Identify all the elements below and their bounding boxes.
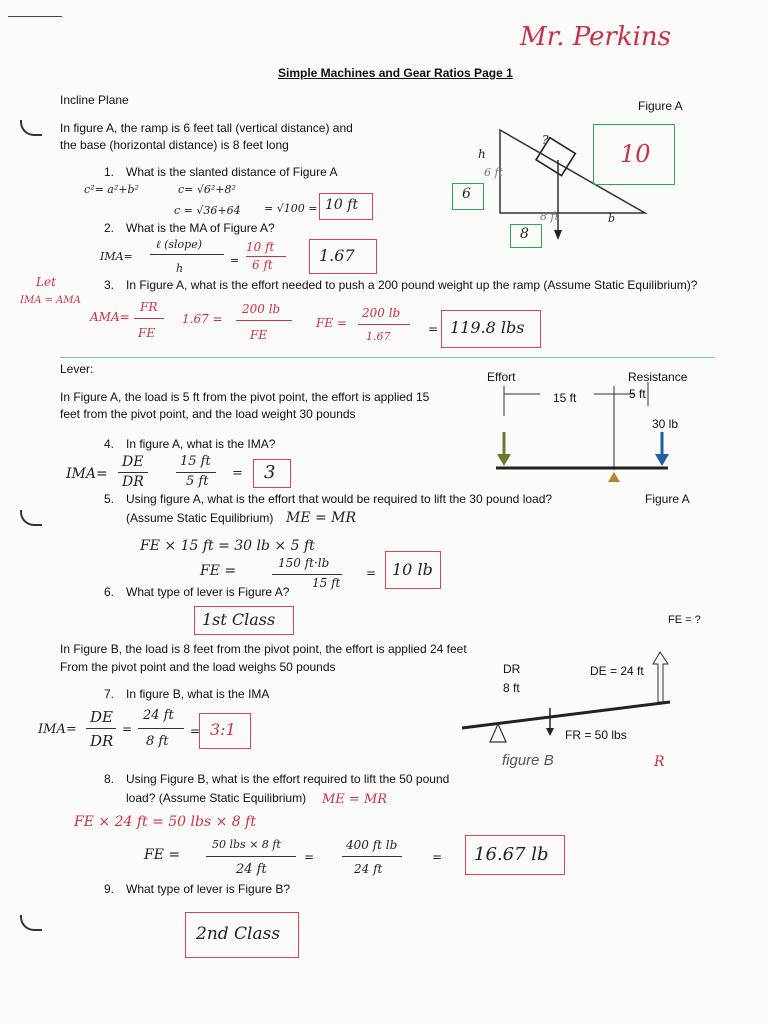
q9-number: 9. <box>104 882 115 896</box>
q2-num-top: ℓ (slope) <box>156 238 202 251</box>
q2-den: h <box>176 262 184 275</box>
q8-top: 50 lbs × 8 ft <box>212 838 281 851</box>
q2-text: What is the MA of Figure A? <box>126 221 275 235</box>
q5-top: 150 ft·lb <box>278 556 330 570</box>
q2-frac-top: 10 ft <box>246 240 275 254</box>
section-divider <box>60 357 715 358</box>
q1-work-a: c²= a²+b² <box>84 183 139 196</box>
slant-value: 10 <box>620 140 651 168</box>
q3-top2: 200 lb <box>242 302 281 316</box>
q6-number: 6. <box>104 585 115 599</box>
incline-intro-1: In figure A, the ramp is 6 feet tall (vertical distance) and <box>60 121 353 135</box>
q7-bot: 8 ft <box>146 734 169 749</box>
q9-answer: 2nd Class <box>196 924 281 944</box>
height-value: 6 <box>462 186 471 202</box>
q5-me: ME = MR <box>286 510 357 526</box>
q4-text: In figure A, what is the IMA? <box>126 437 276 451</box>
q8-frac-line-1 <box>206 856 296 857</box>
q4-top: 15 ft <box>180 454 211 469</box>
q4-de: DE <box>122 454 144 470</box>
q8-eq: = <box>304 850 315 864</box>
figb-intro-1: In Figure B, the load is 8 feet from the pivot point, the effort is applied 24 feet <box>60 642 467 656</box>
q3-eq: = <box>428 322 439 336</box>
figb-de: DE = 24 ft <box>590 664 644 678</box>
q3-bot2: FE <box>250 328 268 342</box>
q5-number: 5. <box>104 492 115 506</box>
note-ima-ama: IMA = AMA <box>20 295 81 306</box>
fe-question: FE = ? <box>668 614 701 626</box>
lever-heading: Lever: <box>60 362 94 376</box>
q5-line1: FE × 15 ft = 30 lb × 5 ft <box>140 538 315 554</box>
top-rule <box>8 16 62 17</box>
q3-line-3 <box>358 324 410 325</box>
incline-mark-q: ? <box>542 133 549 147</box>
figb-mark: R <box>654 754 665 770</box>
figb-dr-val: 8 ft <box>503 681 520 695</box>
q3-fe: FE <box>138 326 156 340</box>
q5-sub: (Assume Static Equilibrium) <box>126 511 274 525</box>
incline-heading: Incline Plane <box>60 93 129 107</box>
page-title: Simple Machines and Gear Ratios Page 1 <box>278 66 513 80</box>
q5-bot: 15 ft <box>312 576 341 590</box>
q3-number: 3. <box>104 278 115 292</box>
figb-label: figure B <box>502 752 554 769</box>
q1-work-b: c= √6²+8² <box>178 183 236 196</box>
q4-answer: 3 <box>264 462 276 483</box>
punch-hole-2 <box>20 510 42 526</box>
q8-fe: FE = <box>144 847 181 863</box>
q8-eq2: = <box>432 850 443 864</box>
lever-figure-a <box>490 380 690 490</box>
q4-ima: IMA= <box>66 466 108 482</box>
q2-number: 2. <box>104 221 115 235</box>
q3-fe2: FE = <box>316 316 347 330</box>
q3-bot3: 1.67 <box>366 330 391 343</box>
q7-dr: DR <box>90 732 114 750</box>
q4-number: 4. <box>104 437 115 451</box>
q2-eq: = <box>230 254 240 267</box>
lever-intro-2: feet from the pivot point, and the load weight 30 pounds <box>60 407 356 421</box>
q3-val: 1.67 = <box>182 312 223 326</box>
incline-intro-2: the base (horizontal distance) is 8 feet long <box>60 138 289 152</box>
q3-ama: AMA= <box>90 310 130 324</box>
q3-fr: FR <box>140 300 158 314</box>
q2-answer: 1.67 <box>319 246 355 265</box>
teacher-name: Mr. Perkins <box>520 22 672 52</box>
incline-mark-gft: 6 ft <box>484 166 503 179</box>
q4-line-2 <box>176 472 216 473</box>
q4-bot: 5 ft <box>186 474 209 489</box>
q8-answer: 16.67 lb <box>474 844 549 865</box>
lever-d-effort: 15 ft <box>553 391 577 405</box>
q2-frac-line-2 <box>246 256 286 257</box>
q5-answer: 10 lb <box>392 560 433 579</box>
incline-mark-eft: 8 ft <box>540 210 559 223</box>
q8-me: ME = MR <box>322 792 388 807</box>
q3-line-2 <box>236 320 292 321</box>
q8-text-1: Using Figure B, what is the effort required to lift the 50 pound <box>126 772 450 786</box>
incline-mark-b: b <box>608 212 616 225</box>
q7-de: DE <box>90 708 113 726</box>
figb-intro-2: From the pivot point and the load weighs 50 pounds <box>60 660 336 674</box>
q8-line1: FE × 24 ft = 50 lbs × 8 ft <box>74 814 256 830</box>
punch-hole-1 <box>20 120 42 136</box>
lever-weight: 30 lb <box>652 417 679 431</box>
q7-text: In figure B, what is the IMA <box>126 687 270 701</box>
lever-figure-label: Figure A <box>645 492 690 506</box>
q5-frac-line <box>272 574 342 575</box>
lever-intro-1: In Figure A, the load is 5 ft from the pivot point, the effort is applied 15 <box>60 390 430 404</box>
q7-top: 24 ft <box>143 708 174 723</box>
q1-work-c: c = √36+64 <box>174 204 241 217</box>
lever-d-res: 5 ft <box>629 387 646 401</box>
q1-number: 1. <box>104 165 115 179</box>
q3-line-1 <box>134 318 164 319</box>
q4-dr: DR <box>122 474 144 490</box>
q2-ima: IMA= <box>100 250 133 263</box>
q7-answer: 3:1 <box>210 720 236 739</box>
figb-fr: FR = 50 lbs <box>565 728 627 742</box>
q1-answer: 10 ft <box>325 197 359 213</box>
figure-a-label: Figure A <box>638 99 683 113</box>
q3-text: In Figure A, what is the effort needed to push a 200 pound weight up the ramp (Assume Static Equilibrium)? <box>126 278 698 292</box>
q7-line-2 <box>138 728 184 729</box>
lever-effort-label: Effort <box>487 370 516 384</box>
q2-frac-bot: 6 ft <box>252 258 273 272</box>
q7-eq: = <box>122 722 133 736</box>
q4-line-1 <box>118 472 148 473</box>
q2-frac-line-1 <box>150 254 224 255</box>
q8-top2: 400 ft lb <box>346 838 398 852</box>
q7-line-1 <box>86 728 116 729</box>
q5-text: Using figure A, what is the effort that would be required to lift the 30 pound load? <box>126 492 553 506</box>
q6-answer: 1st Class <box>202 610 276 629</box>
q1-text: What is the slanted distance of Figure A <box>126 165 338 179</box>
q1-work-d: = √100 = <box>264 202 318 215</box>
q3-top3: 200 lb <box>362 306 401 320</box>
figb-dr: DR <box>503 662 521 676</box>
q5-eq: = <box>366 566 377 580</box>
q8-frac-line-2 <box>342 856 402 857</box>
q7-ima: IMA= <box>38 722 77 737</box>
punch-hole-3 <box>20 915 42 931</box>
q8-bot: 24 ft <box>236 862 267 877</box>
base-value: 8 <box>520 226 529 242</box>
q8-number: 8. <box>104 772 115 786</box>
q8-text-2: load? (Assume Static Equilibrium) <box>126 791 307 805</box>
lever-resistance-label: Resistance <box>628 370 688 384</box>
q6-text: What type of lever is Figure A? <box>126 585 290 599</box>
note-let: Let <box>36 275 56 289</box>
q7-number: 7. <box>104 687 115 701</box>
q7-eq2: = <box>190 724 201 738</box>
q3-answer: 119.8 lbs <box>450 318 525 337</box>
q8-bot2: 24 ft <box>354 862 383 876</box>
q5-fe: FE = <box>200 563 237 579</box>
incline-mark-h: h <box>478 147 486 161</box>
q9-text: What type of lever is Figure B? <box>126 882 291 896</box>
q4-eq: = <box>232 466 243 481</box>
